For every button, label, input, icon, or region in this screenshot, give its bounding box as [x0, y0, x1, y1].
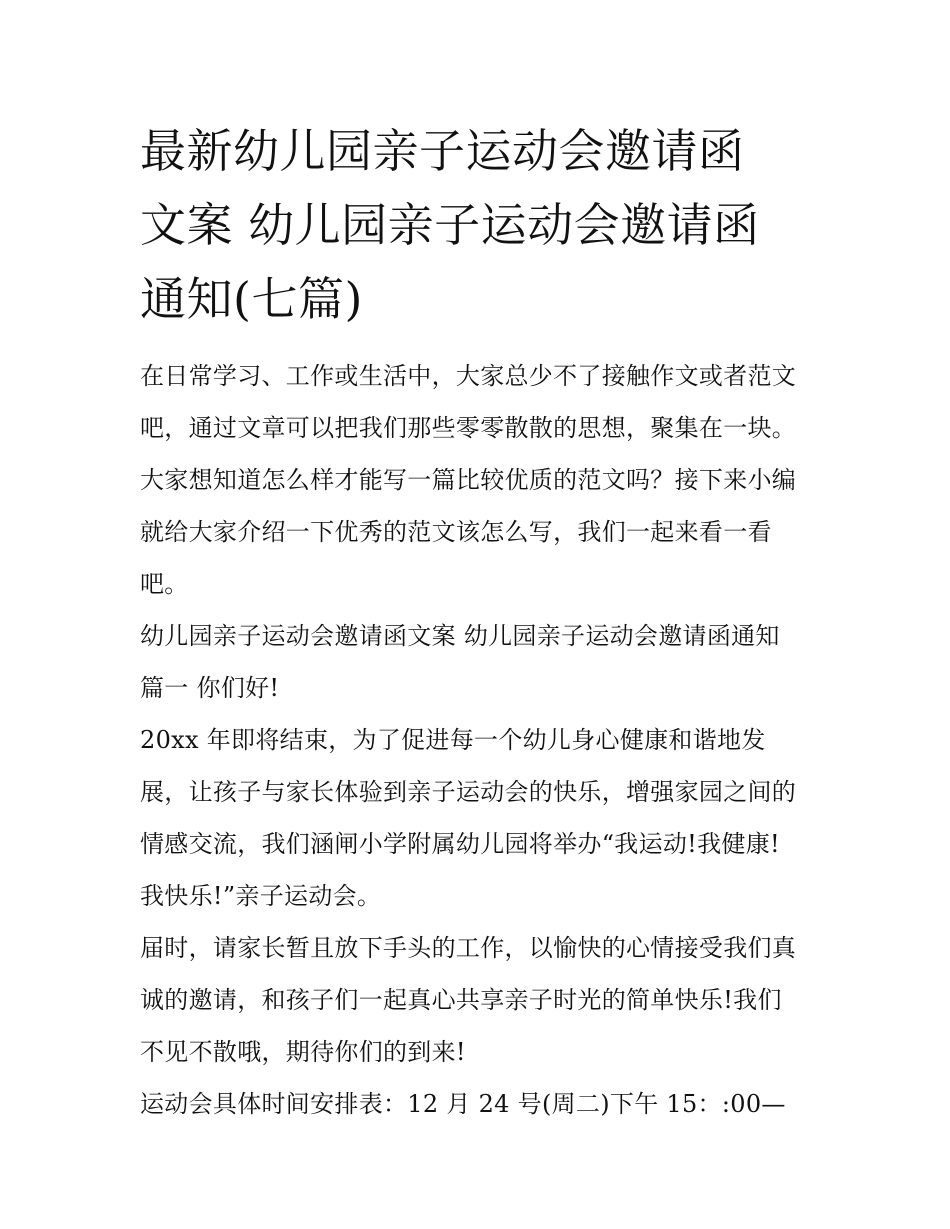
text-line: 展，让孩子与家长体验到亲子运动会的快乐，增强家园之间的	[140, 778, 797, 806]
intro-paragraph	[140, 350, 820, 610]
text-line: 吧，通过文章可以把我们那些零零散散的思想，聚集在一块。	[140, 414, 797, 442]
text-line: 大家想知道怎么样才能写一篇比较优质的范文吗？接下来小编	[140, 466, 797, 494]
text-line: 我快乐!”亲子运动会。	[140, 882, 382, 910]
text-line: 运动会具体时间安排表：12 月 24 号(周二)下午 15：:00—	[140, 1090, 786, 1118]
event-paragraph	[140, 714, 820, 922]
text-line: 届时，请家长暂且放下手头的工作，以愉快的心情接受我们真	[140, 934, 797, 962]
text-line: 20xx 年即将结束，为了促进每一个幼儿身心健康和谐地发	[140, 726, 766, 754]
text-line: 就给大家介绍一下优秀的范文该怎么写，我们一起来看一看	[140, 518, 772, 546]
text-line: 诚的邀请，和孩子们一起真心共享亲子时光的简单快乐!我们	[140, 986, 782, 1014]
invitation-paragraph	[140, 922, 820, 1078]
title-line: 最新幼儿园亲子运动会邀请函	[140, 124, 745, 178]
document-content	[140, 114, 820, 1130]
text-line: 在日常学习、工作或生活中，大家总少不了接触作文或者范文	[140, 362, 797, 390]
document-title	[140, 114, 820, 336]
document-body	[140, 350, 820, 1130]
text-line: 不见不散哦，期待你们的到来!	[140, 1038, 466, 1066]
schedule-paragraph	[140, 1078, 820, 1130]
title-line: 文案 幼儿园亲子运动会邀请函	[140, 198, 760, 252]
text-line: 情感交流，我们涵闸小学附属幼儿园将举办“我运动!我健康!	[140, 830, 780, 858]
section-heading-paragraph	[140, 610, 820, 714]
text-line: 幼儿园亲子运动会邀请函文案 幼儿园亲子运动会邀请函通知	[140, 622, 780, 650]
text-line: 吧。	[140, 570, 189, 598]
text-line: 篇一 你们好!	[140, 674, 280, 702]
title-line: 通知(七篇)	[140, 272, 363, 326]
